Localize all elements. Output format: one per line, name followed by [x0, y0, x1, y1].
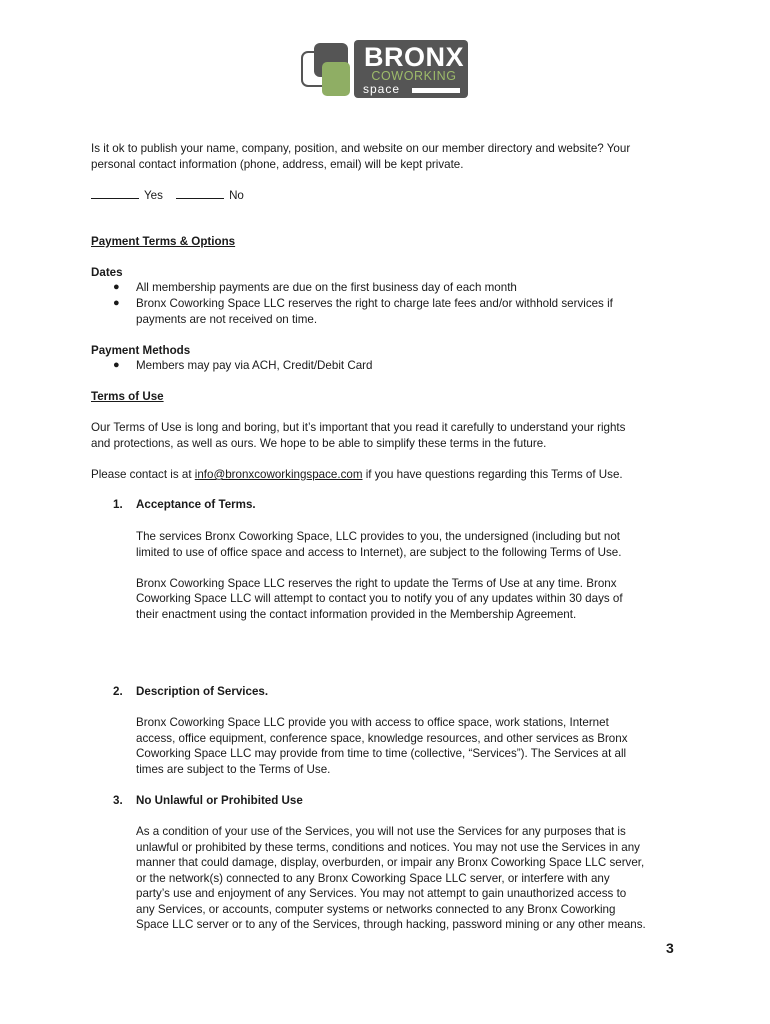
- methods-heading: Payment Methods: [91, 344, 191, 357]
- section-2-p1-line: access, office equipment, conference space, knowledge resources, and other services as Bronx: [136, 732, 628, 745]
- page-number: 3: [666, 940, 674, 956]
- section-1-number: 1.: [113, 498, 123, 511]
- intro-line-1: Is it ok to publish your name, company, position, and website on our member directory and website? Your: [91, 142, 631, 155]
- no-blank[interactable]: [176, 187, 224, 199]
- section-2-p1-line: Bronx Coworking Space LLC provide you with access to office space, work stations, Internet: [136, 716, 609, 729]
- yes-blank[interactable]: [91, 187, 139, 199]
- dates-heading: Dates: [91, 266, 123, 279]
- intro-line-2: personal contact information (phone, address, email) will be kept private.: [91, 158, 464, 171]
- terms-intro-line-2: and protections, as well as ours. We hope to be able to simplify these terms in the future.: [91, 437, 547, 450]
- section-3-p1-line: party’s use and enjoyment of any Services. You may not attempt to gain unauthorized access to: [136, 887, 627, 900]
- dates-item-1: All membership payments are due on the first business day of each month: [136, 281, 517, 294]
- section-3-number: 3.: [113, 794, 123, 807]
- section-3-p1-line: Space LLC server or to any of the Services, through hacking, password mining or any other means.: [136, 918, 646, 931]
- section-1-p1-line: The services Bronx Coworking Space, LLC provides to you, the undersigned (including but not: [136, 530, 620, 543]
- section-2-title: Description of Services.: [136, 685, 269, 698]
- logo-word-bronx: BRONX: [363, 42, 464, 72]
- bullet-icon: ●: [113, 281, 120, 293]
- section-3-p1-line: any Services, or accounts, computer systems or networks connected to any Bronx Coworking: [136, 903, 616, 916]
- contact-email-link[interactable]: info@bronxcoworkingspace.com: [194, 468, 363, 481]
- section-2-number: 2.: [113, 685, 123, 698]
- section-1-title: Acceptance of Terms.: [136, 498, 256, 511]
- section-3-p1-line: or the network(s) connected to any Bronx Coworking Space LLC server, or interfere with any: [136, 872, 610, 885]
- methods-item-1: Members may pay via ACH, Credit/Debit Card: [136, 359, 373, 372]
- bronx-coworking-logo: [300, 40, 470, 100]
- section-1-p1-line: limited to use of office space and access to Internet), are subject to the following Terms of Use.: [136, 546, 622, 559]
- dates-item-2: Bronx Coworking Space LLC reserves the right to charge late fees and/or withhold services if: [136, 297, 613, 310]
- section-1-p2-line: Bronx Coworking Space LLC reserves the right to update the Terms of Use at any time. Bronx: [136, 577, 617, 590]
- bullet-icon: ●: [113, 359, 120, 371]
- contact-before: Please contact is at: [91, 468, 195, 481]
- terms-intro-line-1: Our Terms of Use is long and boring, but it’s important that you read it carefully to understand your rights: [91, 421, 626, 434]
- section-3-title: No Unlawful or Prohibited Use: [136, 794, 303, 807]
- logo-word-coworking: COWORKING: [371, 69, 457, 83]
- section-3-p1-line: manner that could damage, display, overburden, or impair any Bronx Coworking Space LLC server,: [136, 856, 645, 869]
- yes-label: Yes: [144, 189, 163, 202]
- section-2-p1-line: times are subject to the Terms of Use.: [136, 763, 331, 776]
- terms-contact-line: [91, 467, 623, 483]
- payment-heading: Payment Terms & Options: [91, 235, 236, 248]
- yes-no-choice: [91, 187, 244, 204]
- no-label: No: [229, 189, 244, 202]
- bullet-icon: ●: [113, 297, 120, 309]
- section-3-p1-line: unlawful or prohibited by these terms, conditions and notices. You may not use the Services in any: [136, 841, 640, 854]
- section-1-p2-line: their enactment using the contact information provided in the Membership Agreement.: [136, 608, 577, 621]
- section-1-p2-line: Coworking Space LLC will attempt to contact you to notify you of any updates within 30 days of: [136, 592, 623, 605]
- section-2-p1-line: Coworking Space LLC may provide from time to time (collective, “Services”). The Services at all: [136, 747, 627, 760]
- terms-heading: Terms of Use: [91, 390, 164, 403]
- dates-item-2-cont: payments are not received on time.: [136, 313, 318, 326]
- logo-word-space: space: [363, 82, 401, 96]
- section-3-p1-line: As a condition of your use of the Services, you will not use the Services for any purposes that is: [136, 825, 626, 838]
- contact-after: if you have questions regarding this Terms of Use.: [362, 468, 623, 481]
